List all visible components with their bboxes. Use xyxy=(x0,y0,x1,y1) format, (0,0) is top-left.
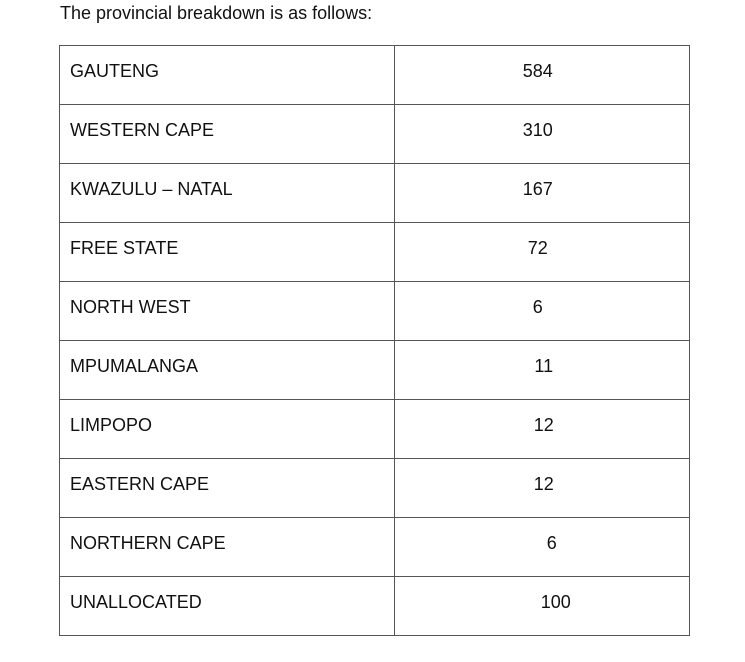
province-value-cell xyxy=(394,223,689,282)
province-value: 11 xyxy=(534,356,554,376)
province-name-cell: MPUMALANGA xyxy=(60,341,395,400)
table-row xyxy=(60,105,690,164)
province-value: 584 xyxy=(522,61,553,81)
intro-text: The provincial breakdown is as follows: xyxy=(60,3,373,23)
province-value-cell xyxy=(394,341,689,400)
province-name-cell: NORTH WEST xyxy=(60,282,395,341)
table-row xyxy=(60,46,690,105)
province-name-cell: WESTERN CAPE xyxy=(60,105,395,164)
province-value: 167 xyxy=(522,179,553,199)
province-name-cell: NORTHERN CAPE xyxy=(60,518,395,577)
provincial-breakdown-table xyxy=(59,45,690,636)
table-row xyxy=(60,341,690,400)
province-name-cell: EASTERN CAPE xyxy=(60,459,395,518)
province-name-cell: KWAZULU – NATAL xyxy=(60,164,395,223)
province-value: 12 xyxy=(533,415,554,435)
province-value: 6 xyxy=(546,533,557,553)
province-value-cell xyxy=(394,105,689,164)
province-name-cell: LIMPOPO xyxy=(60,400,395,459)
province-value: 100 xyxy=(540,592,571,612)
table-row xyxy=(60,518,690,577)
province-value: 310 xyxy=(522,120,553,140)
table-row xyxy=(60,459,690,518)
province-value: 72 xyxy=(527,238,548,258)
province-value-cell xyxy=(394,164,689,223)
table-row xyxy=(60,164,690,223)
province-value-cell xyxy=(394,459,689,518)
province-value: 12 xyxy=(533,474,554,494)
table-row xyxy=(60,282,690,341)
province-name-cell: GAUTENG xyxy=(60,46,395,105)
province-value-cell xyxy=(394,282,689,341)
province-value-cell xyxy=(394,46,689,105)
province-value-cell xyxy=(394,400,689,459)
province-value: 6 xyxy=(532,297,543,317)
table-row xyxy=(60,223,690,282)
table-row xyxy=(60,400,690,459)
province-value-cell xyxy=(394,577,689,636)
province-name-cell: UNALLOCATED xyxy=(60,577,395,636)
province-name-cell: FREE STATE xyxy=(60,223,395,282)
table-row xyxy=(60,577,690,636)
province-value-cell xyxy=(394,518,689,577)
